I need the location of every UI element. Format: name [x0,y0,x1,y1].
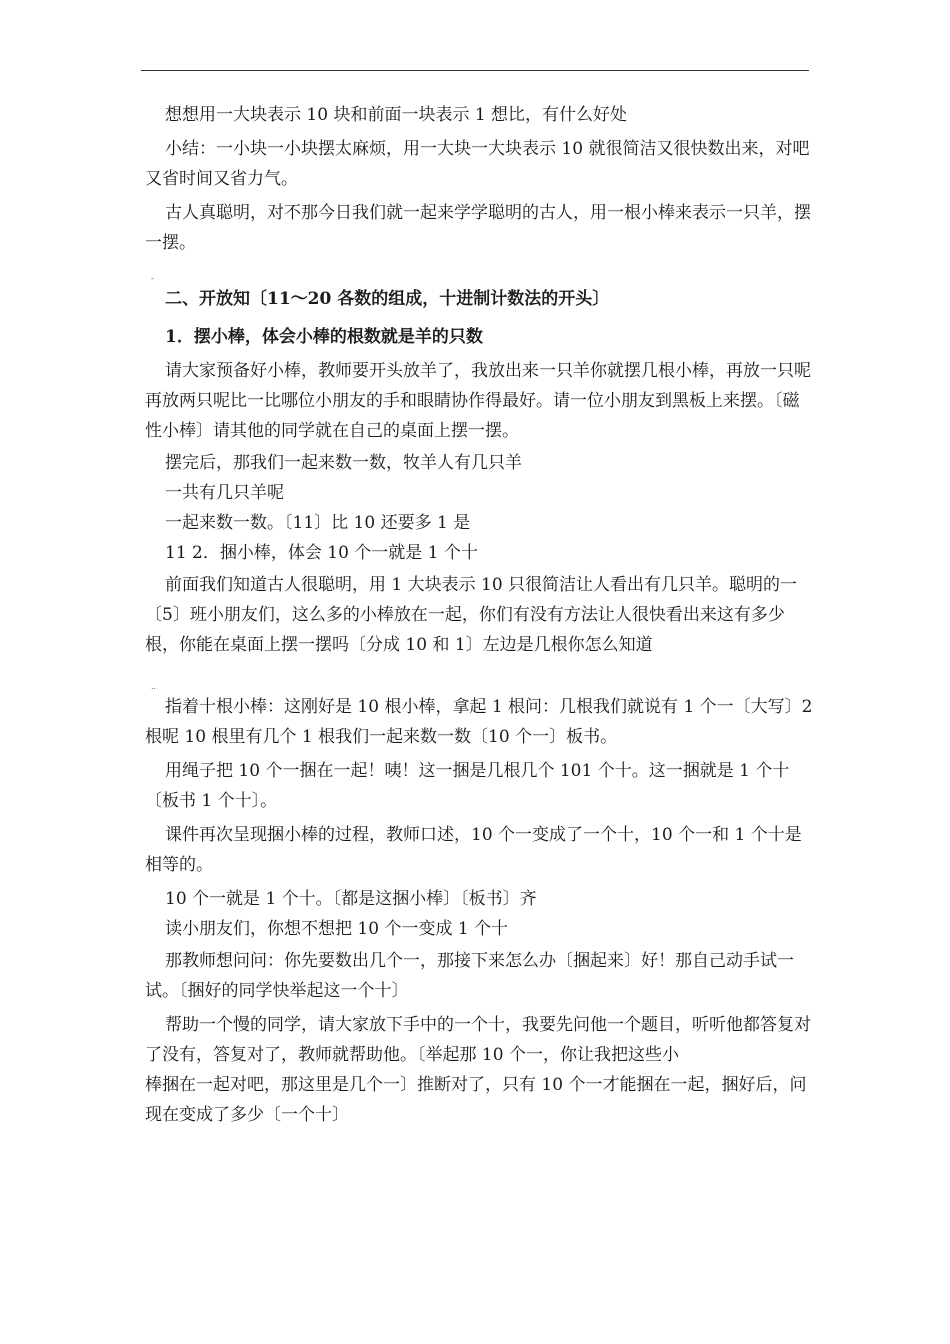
paragraph: 古人真聪明，对不那今日我们就一起来学学聪明的古人，用一根小棒来表示一只羊，摆一摆。 [145,203,811,253]
stray-mark: - [151,274,154,283]
paragraph: 帮助一个慢的同学，请大家放下手中的一个十，我要先问他一个题目，听听他都答复对了没有，答复对了，教师就帮助他。〔举起那 10 个一，你让我把这些小 [145,1015,811,1065]
paragraph: 一起来数一数。〔11〕比 10 还要多 1 是 [165,513,471,533]
paragraph: 指着十根小棒：这刚好是 10 根小棒，拿起 1 根问：几根我们就说有 1 个一〔大写〕2 根呢 10 根里有几个 1 根我们一起来数一数〔10 个一〕板书。 [145,697,813,747]
paragraph: 用绳子把 10 个一捆在一起！咦！这一捆是几根几个 101 个十。这一捆就是 1 个十〔板书 1 个十〕。 [145,761,790,811]
paragraph: 那教师想问问：你先要数出几个一，那接下来怎么办〔捆起来〕好！那自己动手试一试。〔捆好的同学快举起这一个十〕 [145,951,794,1001]
paragraph: 想想用一大块表示 10 块和前面一块表示 1 想比，有什么好处 [165,105,628,125]
stray-mark: .. [151,682,157,691]
paragraph: 请大家预备好小棒，教师要开头放羊了，我放出来一只羊你就摆几根小棒，再放一只呢再放两只呢比一比哪位小朋友的手和眼睛协作得最好。请一位小朋友到黑板上来摆。〔磁性小棒〕请其他的同学就在自己的桌面上摆一摆。 [145,361,811,441]
paragraph: 摆完后，那我们一起来数一数，牧羊人有几只羊 [165,453,522,473]
header-rule [141,70,809,71]
document-body [145,100,813,1130]
paragraph: 课件再次呈现捆小棒的过程，教师口述，10 个一变成了一个十，10 个一和 1 个十是相等的。 [145,825,802,875]
paragraph: 11 2．捆小棒，体会 10 个一就是 1 个十 [165,543,478,563]
paragraph: 棒捆在一起对吧，那这里是几个一〕推断对了，只有 10 个一才能捆在一起，捆好后，问现在变成了多少〔一个十〕 [145,1075,807,1125]
paragraph: 一共有几只羊呢 [165,483,284,503]
paragraph: 前面我们知道古人很聪明，用 1 大块表示 10 只很简洁让人看出有几只羊。聪明的一〔5〕班小朋友们，这么多的小棒放在一起，你们有没有方法让人很快看出来这有多少根，你能在桌面上摆一摆吗〔分成 10 和 1〕左边是几根你怎么知道 [145,575,798,655]
sub-heading: 1．摆小棒，体会小棒的根数就是羊的只数 [165,327,483,347]
paragraph: 读小朋友们，你想不想把 10 个一变成 1 个十 [165,919,509,939]
section-heading: 二、开放知〔11～20 各数的组成，十进制计数法的开头〕 [165,289,610,309]
paragraph: 10 个一就是 1 个十。〔都是这捆小棒〕〔板书〕齐 [165,889,537,909]
paragraph: 小结：一小块一小块摆太麻烦，用一大块一大块表示 10 就很简洁又很快数出来，对吧又省时间又省力气。 [145,139,810,189]
